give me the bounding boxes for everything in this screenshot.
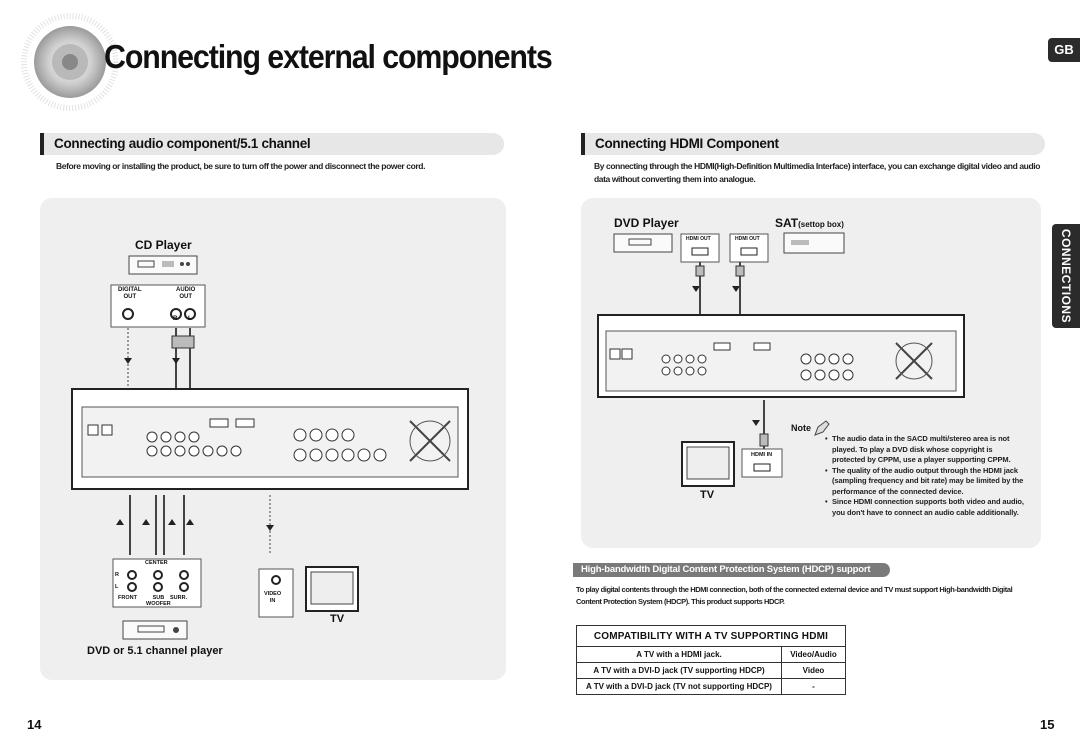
section-heading-hdmi-text: Connecting HDMI Component	[595, 136, 779, 151]
receiver-rear-panel-left	[70, 385, 470, 495]
table-cell: Video	[782, 663, 846, 679]
table-cell: A TV with a DVI-D jack (TV supporting HDCP)	[577, 663, 782, 679]
table-cell: A TV with a DVI-D jack (TV not supporting HDCP)	[577, 679, 782, 695]
side-tab-label: CONNECTIONS	[1059, 228, 1073, 324]
page-number-right: 15	[1040, 717, 1055, 732]
note-item: • The audio data in the SACD multi/stereo area is not played. To play a DVD disk whose copyright is protected by CPPM, use a player supporting CPPM.	[825, 434, 1011, 464]
hdmi-cable-tv	[752, 400, 782, 455]
language-badge: GB	[1048, 38, 1080, 62]
dvd-player-icon-right	[613, 233, 673, 253]
section-heading-audio-text: Connecting audio component/5.1 channel	[54, 136, 311, 151]
table-row	[577, 663, 846, 679]
dvd-hdmi-out-label: HDMI OUT	[686, 236, 711, 242]
left-intro-text: Before moving or installing the product, be sure to turn off the power and disconnect the power cord.	[56, 161, 426, 171]
hdcp-heading-text: High-bandwidth Digital Content Protection System (HDCP) support	[581, 564, 871, 575]
page-number-left: 14	[27, 717, 42, 732]
section-heading-audio	[40, 133, 504, 155]
note-item: • Since HDMI connection supports both video and audio, you don't have to connect an audio cable additionally.	[825, 497, 1024, 517]
front-label: FRONT	[118, 595, 137, 601]
tv-hdmi-in-label: HDMI IN	[751, 452, 773, 458]
sat-box-icon	[783, 232, 845, 254]
tv-label-left: TV	[330, 613, 345, 625]
table-cell: A TV with a HDMI jack.	[577, 647, 782, 663]
cd-l-label: L	[188, 316, 192, 322]
sat-hdmi-out-label: HDMI OUT	[735, 236, 760, 242]
section-heading-hdmi	[581, 133, 1045, 155]
table-row	[577, 679, 846, 695]
digital-out-label: DIGITAL OUT	[118, 287, 142, 300]
dvd-player-label-right: DVD Player	[614, 216, 679, 230]
cd-player-label: CD Player	[135, 238, 192, 252]
note-label: Note	[791, 423, 811, 433]
cd-player-icon	[128, 255, 198, 277]
audio-out-label: AUDIO OUT	[176, 287, 196, 300]
surr-label: SURR.	[170, 595, 188, 601]
speaker-graphic-icon	[18, 8, 118, 118]
tv-icon-left	[305, 566, 359, 612]
right-intro-text: By connecting through the HDMI(High-Definition Multimedia Interface) interface, you can exchange digital video and audio data without converting them into analogue.	[594, 161, 1040, 184]
note-list	[825, 434, 1025, 518]
sat-label: SAT(settop box)	[775, 216, 844, 230]
video-in-label: VIDEO IN	[264, 591, 282, 604]
side-tab-connections	[1052, 224, 1080, 328]
tv-icon-right	[681, 441, 735, 487]
cd-r-label: R	[173, 316, 178, 322]
table-header: COMPATIBILITY WITH A TV SUPPORTING HDMI	[577, 626, 846, 647]
dvd-player-icon-left	[122, 620, 188, 640]
page-title: Connecting external components	[104, 38, 552, 75]
table-cell: Video/Audio	[782, 647, 846, 663]
compatibility-table	[576, 625, 846, 695]
table-cell: -	[782, 679, 846, 695]
note-item: • The quality of the audio output through the HDMI jack (sampling frequency and bit rate) may be limited by the performance of the connected device.	[825, 465, 1024, 496]
center-label: CENTER	[145, 560, 168, 566]
tv-label-right: TV	[700, 489, 715, 501]
hdcp-text: To play digital contents through the HDMI connection, both of the connected external device and TV must support High-bandwidth Digital Content Protection System (HDCP). This product supports HDCP.	[576, 585, 1013, 606]
receiver-rear-panel-right	[596, 313, 966, 399]
dvd-l-label: L	[115, 584, 119, 590]
dvd-player-label-left: DVD or 5.1 channel player	[87, 645, 223, 657]
table-row	[577, 647, 846, 663]
table-header-row	[577, 626, 846, 647]
dvd-r-label: R	[115, 572, 119, 578]
sub-woofer-label: SUB WOOFER	[146, 595, 171, 607]
hdcp-heading-bar	[573, 563, 890, 577]
